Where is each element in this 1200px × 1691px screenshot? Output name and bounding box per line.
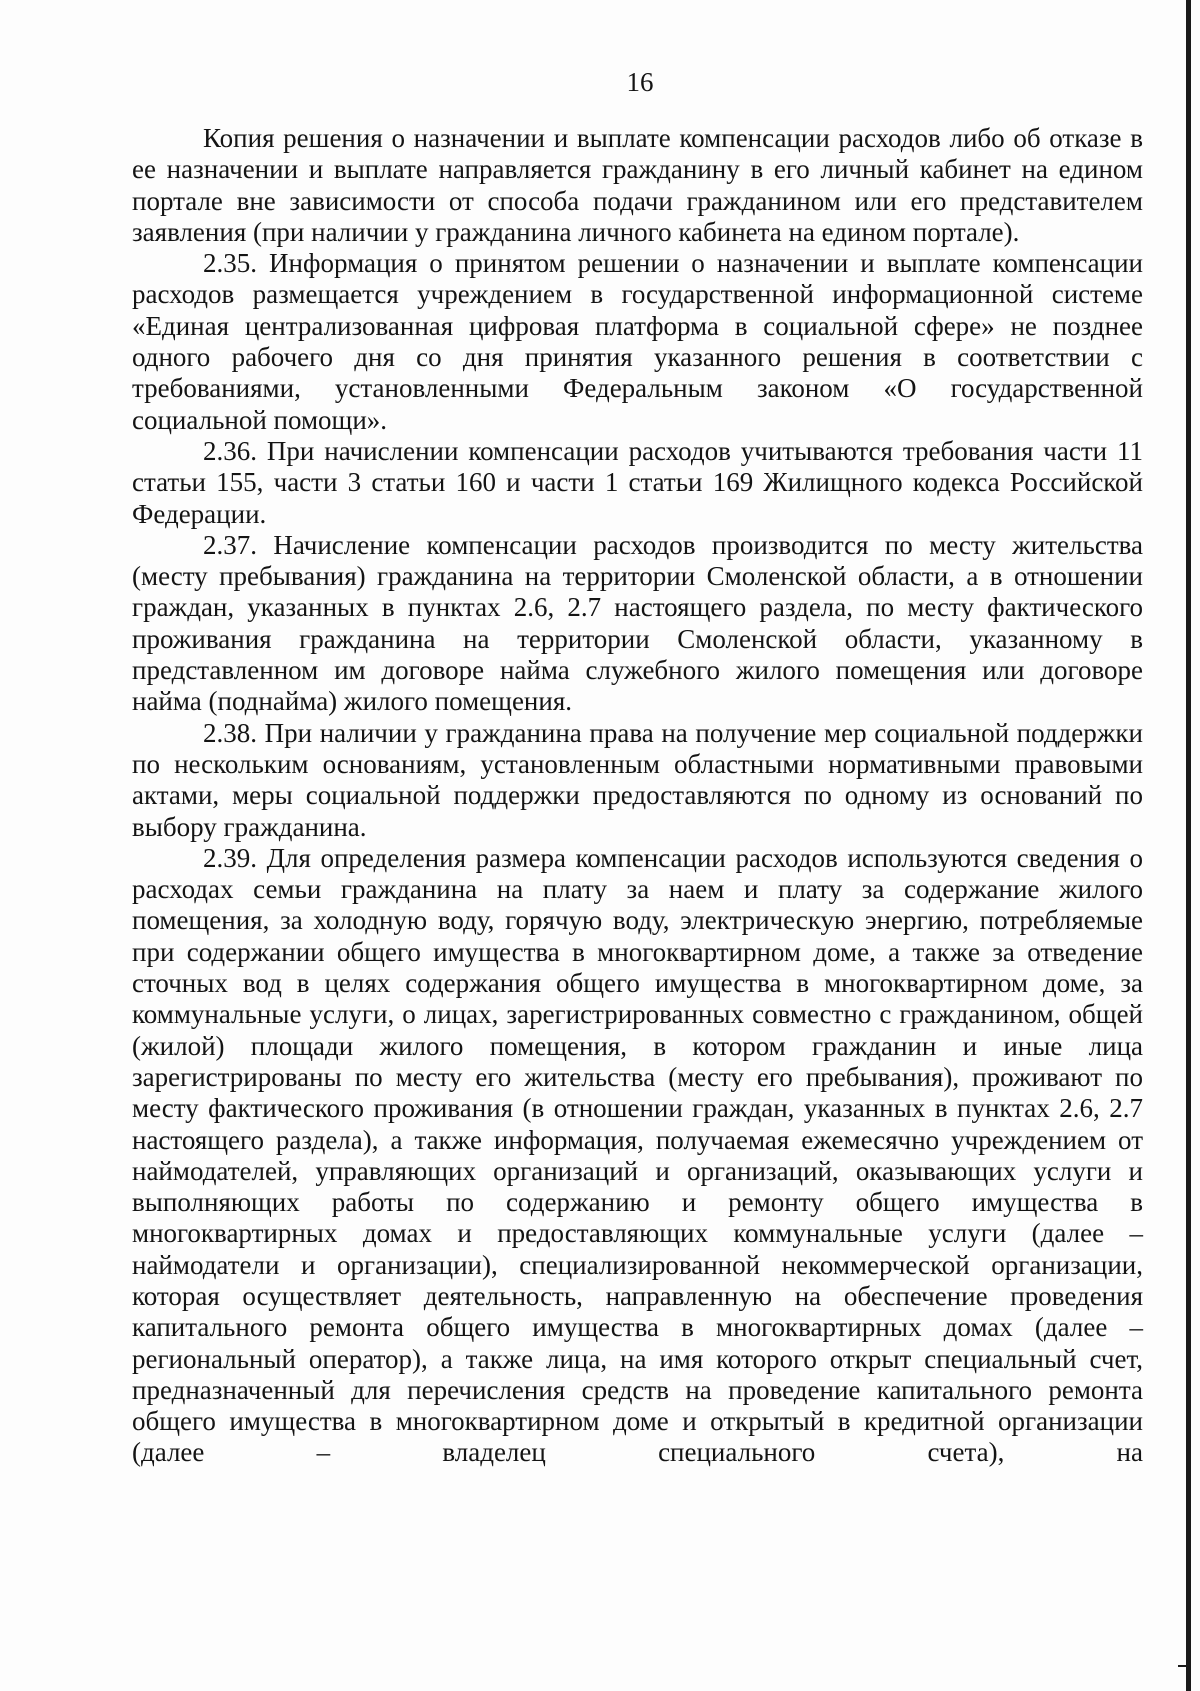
paragraph-2-37: 2.37. Начисление компенсации расходов производится по месту жительства (месту пребывания) гражданина на территории Смоленской области, а в отношении граждан, указанных в пунктах 2.6, 2.7 настоящего раздела, по месту фактического проживания гражданина на территории Смоленской области, указанному в представленном им договоре найма служебного жилого помещения или договоре найма (поднайма) жилого помещения. — [132, 529, 1143, 717]
scan-edge-mark — [1178, 1665, 1186, 1667]
page-number: 16 — [626, 67, 654, 97]
paragraph-2-36: 2.36. При начислении компенсации расходов учитываются требования части 11 статьи 155, части 3 статьи 160 и части 1 статьи 169 Жилищного кодекса Российской Федерации. — [132, 435, 1143, 529]
paragraph-2-39: 2.39. Для определения размера компенсации расходов используются сведения о расходах семьи гражданина на плату за наем и плату за содержание жилого помещения, за холодную воду, горячую воду, электрическую энергию, потребляемые при содержании общего имущества в многоквартирном доме, а также за отведение сточных вод в целях содержания общего имущества в многоквартирном доме, за коммунальные услуги, о лицах, зарегистрированных совместно с гражданином, общей (жилой) площади жилого помещения, в котором гражданин и иные лица зарегистрированы по месту его жительства (месту его пребывания), проживают по месту фактического проживания (в отношении граждан, указанных в пунктах 2.6, 2.7 настоящего раздела), а также информация, получаемая ежемесячно учреждением от наймодателей, управляющих организаций и организаций, оказывающих услуги и выполняющих работы по содержанию и ремонту общего имущества в многоквартирных домах и предоставляющих коммунальные услуги (далее – наймодатели и организации), специализированной некоммерческой организации, которая осуществляет деятельность, направленную на обеспечение проведения капитального ремонта общего имущества в многоквартирных домах (далее – региональный оператор), а также лица, на имя которого открыт специальный счет, предназначенный для перечисления средств на проведение капитального ремонта общего имущества в многоквартирном доме и открытый в кредитной организации (далее – владелец специального счета), на — [132, 842, 1143, 1468]
scan-edge-line — [1186, 0, 1191, 1691]
paragraph-2-38: 2.38. При наличии у гражданина права на получение мер социальной поддержки по нескольким основаниям, установленным областными нормативными правовыми актами, меры социальной поддержки предоставляются по одному из оснований по выбору гражданина. — [132, 717, 1143, 842]
document-body — [132, 123, 1143, 1469]
paragraph-2-35: 2.35. Информация о принятом решении о назначении и выплате компенсации расходов размещается учреждением в государственной информационной системе «Единая централизованная цифровая платформа в социальной сфере» не позднее одного рабочего дня со дня принятия указанного решения в соответствии с требованиями, установленными Федеральным законом «О государственной социальной помощи». — [132, 248, 1143, 435]
paragraph-copy-of-decision: Копия решения о назначении и выплате компенсации расходов либо об отказе в ее назначении и выплате направляется гражданину в его личный кабинет на едином портале вне зависимости от способа подачи гражданином или его представителем заявления (при наличии у гражданина личного кабинета на едином портале). — [132, 123, 1143, 247]
